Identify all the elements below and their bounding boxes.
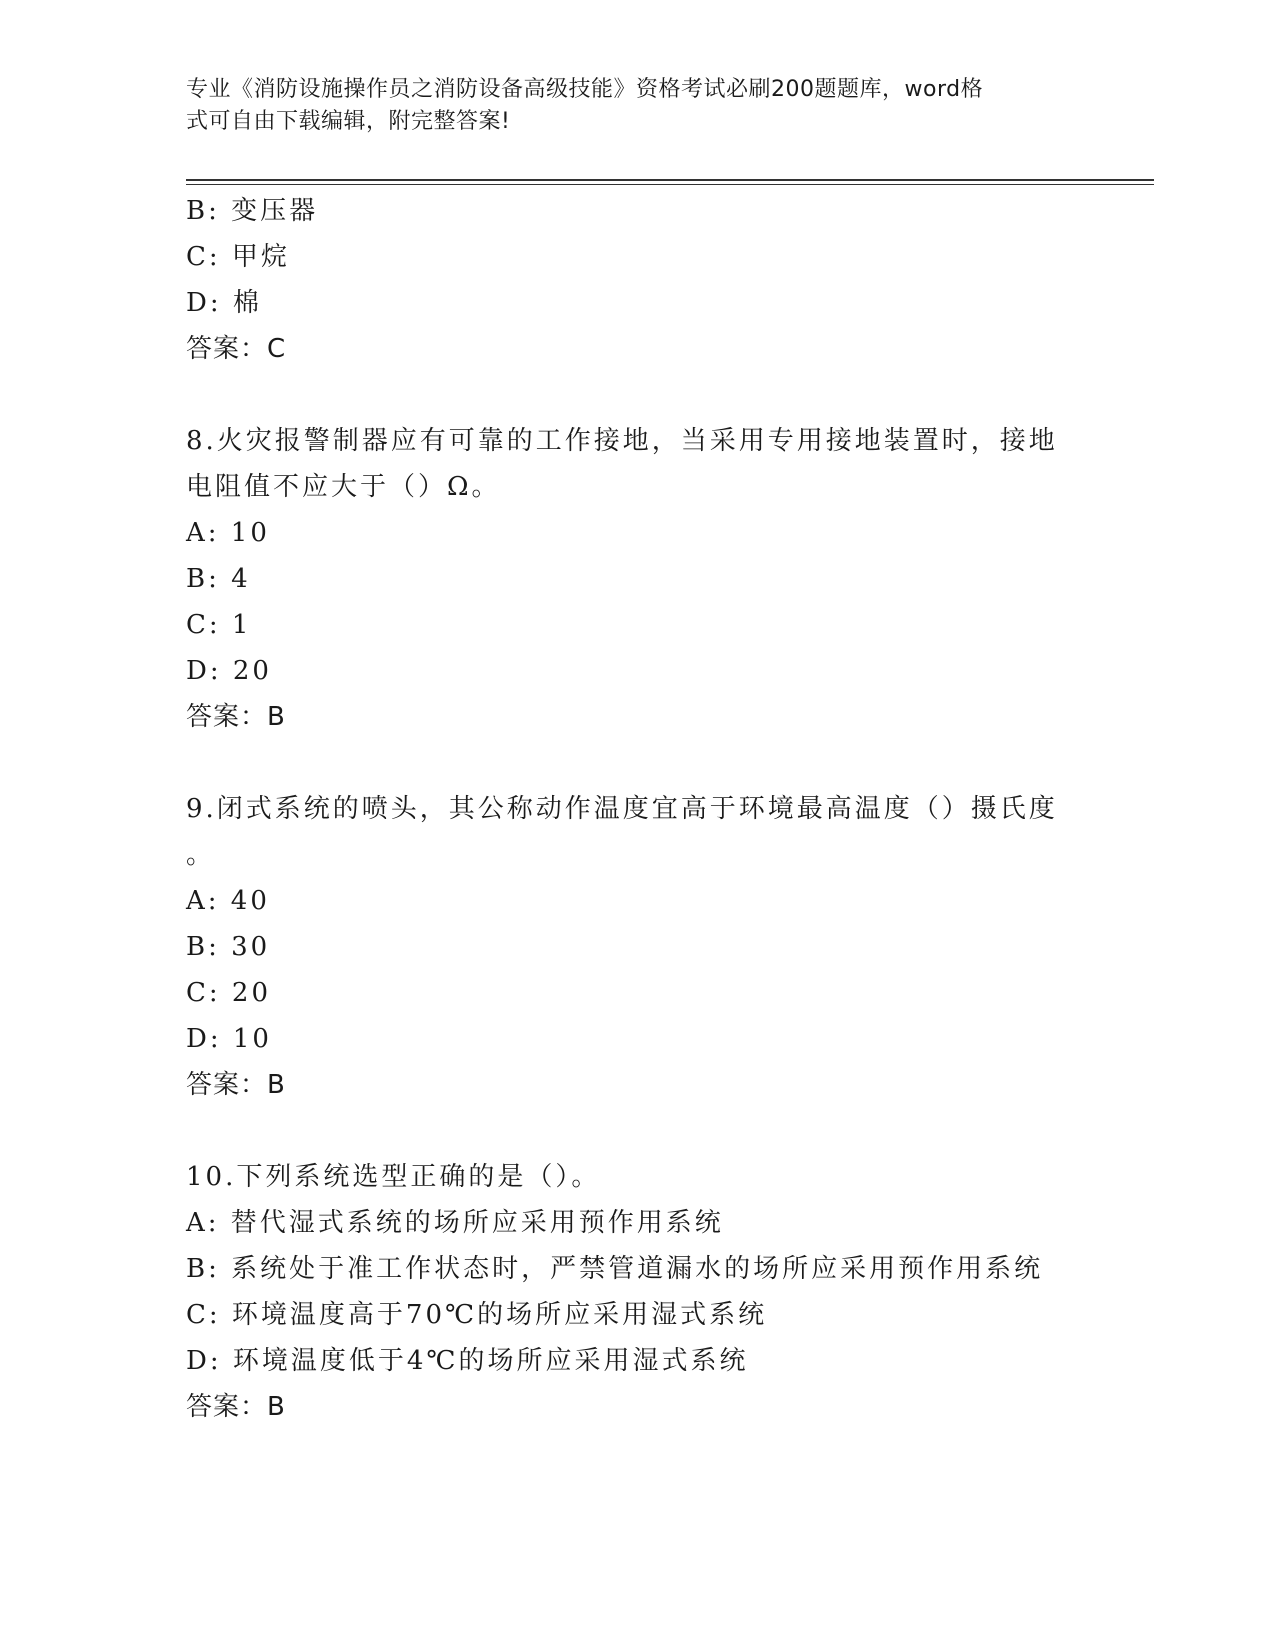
option-c: C: 环境温度高于70℃的场所应采用湿式系统 [186,1300,768,1330]
option-d: D: 环境温度低于4℃的场所应采用湿式系统 [186,1346,749,1376]
question-8 [186,418,1086,740]
spacer [186,1108,1086,1154]
option-c: C: 甲烷 [186,242,290,272]
spacer [186,372,1086,418]
option-d: D: 10 [186,1024,272,1054]
answer: 答案：C [186,334,287,364]
header-divider-thin [186,184,1154,185]
option-d: D: 棉 [186,288,262,318]
option-c: C: 20 [186,978,272,1008]
question-title-line-1: 10.下列系统选型正确的是（）。 [186,1162,601,1192]
option-b: B: 变压器 [186,196,319,226]
question-7-tail [186,188,1086,372]
option-a: A: 40 [186,886,270,916]
question-10 [186,1154,1086,1430]
question-title-line-1: 9.闭式系统的喷头，其公称动作温度宜高于环境最高温度（）摄氏度 [186,794,1058,824]
option-d: D: 20 [186,656,272,686]
option-b: B: 4 [186,564,251,594]
page-header [186,74,1066,138]
header-line-2: 式可自由下载编辑，附完整答案! [186,109,511,134]
question-list [186,188,1086,1430]
question-title-line-2: 。 [186,840,216,870]
option-a: A: 替代湿式系统的场所应采用预作用系统 [186,1208,724,1238]
option-b: B: 系统处于准工作状态时，严禁管道漏水的场所应采用预作用系统 [186,1254,1044,1284]
option-b: B: 30 [186,932,271,962]
header-divider-thick [186,179,1154,181]
question-9 [186,786,1086,1108]
spacer [186,740,1086,786]
answer: 答案：B [186,702,286,732]
answer: 答案：B [186,1070,286,1100]
option-a: A: 10 [186,518,270,548]
header-line-1: 专业《消防设施操作员之消防设备高级技能》资格考试必刷200题题库，word格 [186,77,984,102]
question-title-line-1: 8.火灾报警制器应有可靠的工作接地，当采用专用接地装置时，接地 [186,426,1058,456]
option-c: C: 1 [186,610,252,640]
answer: 答案：B [186,1392,286,1422]
question-title-line-2: 电阻值不应大于（）Ω。 [186,472,501,502]
